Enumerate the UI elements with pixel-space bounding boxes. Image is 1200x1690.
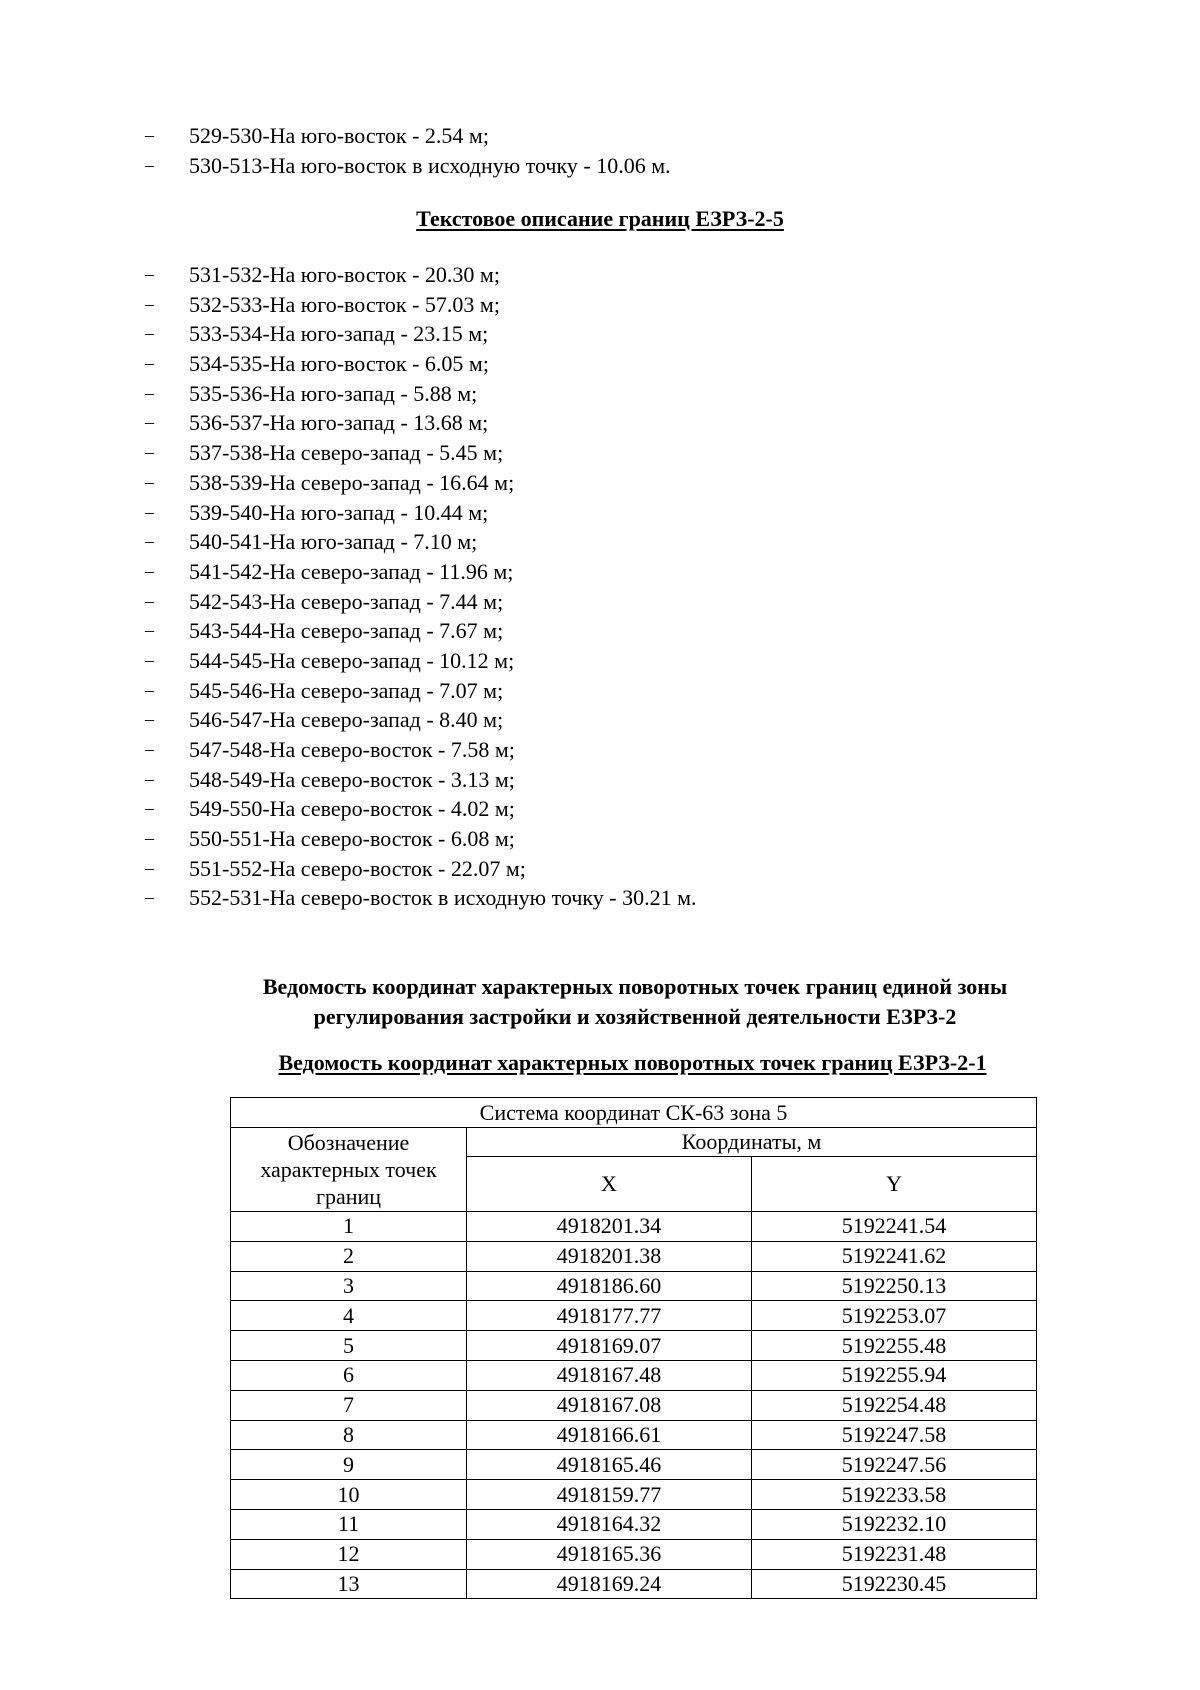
table-row (231, 1331, 1037, 1361)
point-number-cell: 7 (231, 1390, 467, 1420)
x-coordinate-cell: 4918165.36 (467, 1539, 752, 1569)
list-item-text: 545-546-На северо-запад - 7.07 м; (189, 677, 504, 703)
list-item (0, 646, 1200, 676)
point-number-cell: 5 (231, 1331, 467, 1361)
point-number-cell: 4 (231, 1301, 467, 1331)
y-coordinate-cell: 5192247.58 (752, 1420, 1037, 1450)
list-item-text: 546-547-На северо-запад - 8.40 м; (189, 707, 504, 733)
list-item (0, 260, 1200, 290)
list-item-text: 534-535-На юго-восток - 6.05 м; (189, 351, 489, 377)
list-item (0, 468, 1200, 498)
list-dash: – (145, 323, 154, 344)
list-item-text: 533-534-На юго-запад - 23.15 м; (189, 321, 489, 347)
list-item-text: 535-536-На юго-запад - 5.88 м; (189, 380, 478, 406)
x-coordinate-cell: 4918166.61 (467, 1420, 752, 1450)
list-item-text: 549-550-На северо-восток - 4.02 м; (189, 796, 515, 822)
list-item-text: 552-531-На северо-восток в исходную точку - 30.21 м. (189, 885, 697, 911)
list-item-text: 536-537-На юго-запад - 13.68 м; (189, 410, 489, 436)
list-item (0, 290, 1200, 320)
list-dash: – (145, 442, 154, 463)
coordinates-table-body (231, 1212, 1037, 1599)
y-coordinate-cell: 5192255.48 (752, 1331, 1037, 1361)
list-dash: – (145, 293, 154, 314)
list-item (0, 151, 1200, 181)
list-dash: – (145, 471, 154, 492)
list-dash: – (145, 768, 154, 789)
point-number-cell: 8 (231, 1420, 467, 1450)
x-coordinate-cell: 4918167.08 (467, 1390, 752, 1420)
list-item (0, 735, 1200, 765)
point-number-cell: 1 (231, 1212, 467, 1242)
section-heading: Текстовое описание границ ЕЗРЗ-2-5 (416, 206, 784, 231)
list-dash: – (145, 857, 154, 878)
y-coordinate-cell: 5192250.13 (752, 1271, 1037, 1301)
statement-title: Ведомость координат характерных поворотных точек границ единой зоны регулирования застройки и хозяйственной деятельности ЕЗРЗ-2 (262, 974, 1008, 1029)
y-coordinate-cell: 5192254.48 (752, 1390, 1037, 1420)
point-number-cell: 13 (231, 1569, 467, 1599)
list-item-text: 541-542-На северо-запад - 11.96 м; (189, 558, 514, 584)
list-item (0, 379, 1200, 409)
x-coordinate-cell: 4918201.38 (467, 1241, 752, 1271)
list-dash: – (145, 679, 154, 700)
table-row (231, 1301, 1037, 1331)
y-coordinate-cell: 5192255.94 (752, 1360, 1037, 1390)
point-number-cell: 11 (231, 1509, 467, 1539)
y-coordinate-cell: 5192232.10 (752, 1509, 1037, 1539)
table-row (231, 1480, 1037, 1510)
list-item-text: 544-545-На северо-запад - 10.12 м; (189, 647, 515, 673)
list-item (0, 794, 1200, 824)
x-coordinate-cell: 4918177.77 (467, 1301, 752, 1331)
list-item (0, 349, 1200, 379)
list-item-text: 548-549-На северо-восток - 3.13 м; (189, 766, 515, 792)
coordinate-system-header: Система координат СК-63 зона 5 (231, 1098, 1037, 1128)
list-item (0, 616, 1200, 646)
list-item (0, 527, 1200, 557)
list-dash: – (145, 353, 154, 374)
list-dash: – (145, 887, 154, 908)
y-coordinate-cell: 5192231.48 (752, 1539, 1037, 1569)
x-coordinate-cell: 4918164.32 (467, 1509, 752, 1539)
x-coordinate-cell: 4918167.48 (467, 1360, 752, 1390)
list-dash: – (145, 154, 154, 175)
coordinates-column-header: Координаты, м (467, 1128, 1037, 1157)
segment-list-continued (0, 121, 1200, 180)
x-coordinate-cell: 4918186.60 (467, 1271, 752, 1301)
list-dash: – (145, 590, 154, 611)
list-item (0, 408, 1200, 438)
boundary-segment-list (0, 260, 1200, 913)
list-item (0, 498, 1200, 528)
table-row (231, 1450, 1037, 1480)
list-item-text: 551-552-На северо-восток - 22.07 м; (189, 855, 526, 881)
x-coordinate-cell: 4918165.46 (467, 1450, 752, 1480)
list-item (0, 557, 1200, 587)
list-item-text: 532-533-На юго-восток - 57.03 м; (189, 291, 500, 317)
table-row (231, 1241, 1037, 1271)
list-item (0, 824, 1200, 854)
list-item-text: 531-532-На юго-восток - 20.30 м; (189, 262, 500, 287)
list-dash: – (145, 531, 154, 552)
list-item (0, 121, 1200, 151)
y-coordinate-cell: 5192241.62 (752, 1241, 1037, 1271)
x-column-header: X (467, 1157, 752, 1212)
list-item-text: 529-530-На юго-восток - 2.54 м; (189, 123, 489, 148)
list-dash: – (145, 412, 154, 433)
x-coordinate-cell: 4918169.07 (467, 1331, 752, 1361)
point-number-cell: 10 (231, 1480, 467, 1510)
list-item-text: 538-539-На северо-запад - 16.64 м; (189, 469, 515, 495)
table-row (231, 1569, 1037, 1599)
list-item-text: 537-538-На северо-запад - 5.45 м; (189, 440, 504, 466)
y-coordinate-cell: 5192233.58 (752, 1480, 1037, 1510)
point-column-header: Обозначение характерных точек границ (231, 1128, 467, 1212)
point-number-cell: 6 (231, 1360, 467, 1390)
list-item-text: 542-543-На северо-запад - 7.44 м; (189, 588, 504, 614)
list-item-text: 550-551-На северо-восток - 6.08 м; (189, 826, 515, 852)
table-row (231, 1360, 1037, 1390)
list-item (0, 705, 1200, 735)
table-row (231, 1212, 1037, 1242)
list-dash: – (145, 649, 154, 670)
table-row (231, 1539, 1037, 1569)
list-item (0, 319, 1200, 349)
x-coordinate-cell: 4918169.24 (467, 1569, 752, 1599)
table-row (231, 1509, 1037, 1539)
list-item-text: 539-540-На юго-запад - 10.44 м; (189, 499, 489, 525)
point-number-cell: 3 (231, 1271, 467, 1301)
list-item-text: 540-541-На юго-запад - 7.10 м; (189, 529, 478, 555)
list-item (0, 765, 1200, 795)
table-row (231, 1271, 1037, 1301)
list-dash: – (145, 709, 154, 730)
list-dash: – (145, 501, 154, 522)
list-dash: – (145, 739, 154, 759)
point-number-cell: 9 (231, 1450, 467, 1480)
list-dash: – (145, 798, 154, 819)
coordinates-table (230, 1097, 1037, 1599)
list-dash: – (145, 620, 154, 641)
table-row (231, 1420, 1037, 1450)
list-dash: – (145, 828, 154, 849)
y-coordinate-cell: 5192230.45 (752, 1569, 1037, 1599)
y-coordinate-cell: 5192247.56 (752, 1450, 1037, 1480)
table-row (231, 1390, 1037, 1420)
list-dash: – (145, 382, 154, 403)
x-coordinate-cell: 4918159.77 (467, 1480, 752, 1510)
list-dash: – (145, 264, 154, 284)
point-number-cell: 12 (231, 1539, 467, 1569)
list-item (0, 883, 1200, 913)
list-item (0, 854, 1200, 884)
point-number-cell: 2 (231, 1241, 467, 1271)
list-dash: – (145, 560, 154, 581)
list-item (0, 587, 1200, 617)
list-item-text: 530-513-На юго-восток в исходную точку - 10.06 м. (189, 152, 671, 178)
y-coordinate-cell: 5192241.54 (752, 1212, 1037, 1242)
y-coordinate-cell: 5192253.07 (752, 1301, 1037, 1331)
list-item (0, 676, 1200, 706)
list-dash: – (145, 125, 154, 145)
list-item (0, 438, 1200, 468)
list-item-text: 543-544-На северо-запад - 7.67 м; (189, 618, 504, 644)
x-coordinate-cell: 4918201.34 (467, 1212, 752, 1242)
list-item-text: 547-548-На северо-восток - 7.58 м; (189, 737, 515, 762)
y-column-header: Y (752, 1157, 1037, 1212)
table-heading: Ведомость координат характерных поворотных точек границ ЕЗРЗ-2-1 (278, 1050, 987, 1075)
